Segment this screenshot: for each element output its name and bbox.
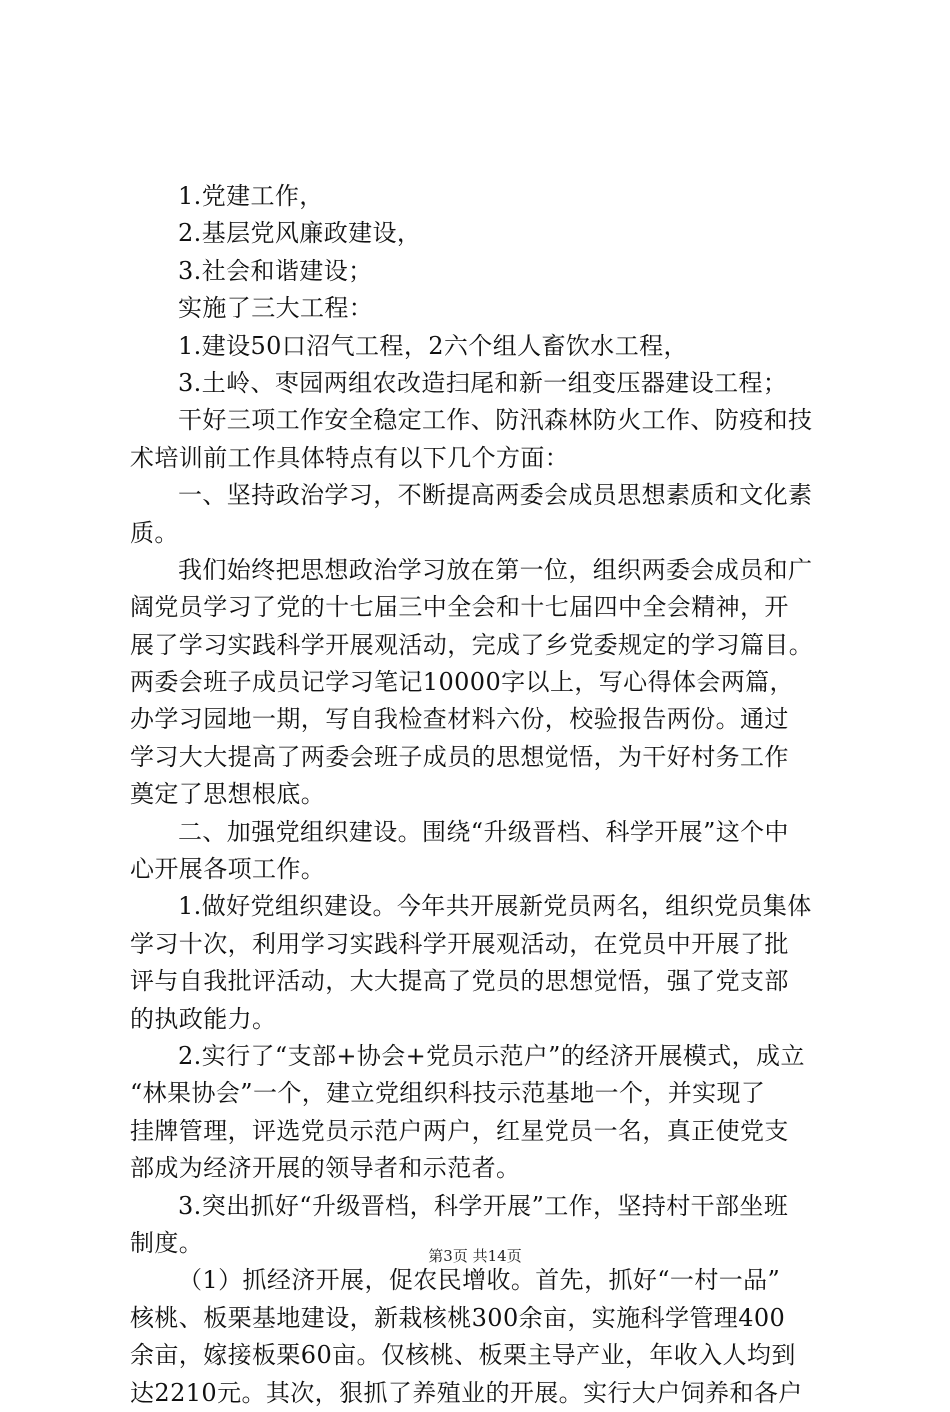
page-number-footer: 第3页 共14页 xyxy=(428,1247,522,1265)
paragraph-line: 1.做好党组织建设。今年共开展新党员两名，组织党员集体 xyxy=(178,892,812,921)
paragraph-line: “林果协会”一个，建立党组织科技示范基地一个，并实现了 xyxy=(130,1079,766,1108)
paragraph-line: 余亩，嫁接板栗60亩。仅核桃、板栗主导产业，年收入人均到 xyxy=(130,1341,796,1370)
paragraph-line: 干好三项工作安全稳定工作、防汛森林防火工作、防疫和技 xyxy=(178,406,813,435)
section-heading-2-cont: 心开展各项工作。 xyxy=(130,855,326,884)
paragraph-line: 部成为经济开展的领导者和示范者。 xyxy=(130,1154,521,1183)
paragraph-line: 3.突出抓好“升级晋档，科学开展”工作，坚持村干部坐班 xyxy=(178,1191,789,1220)
paragraph-line: 办学习园地一期，写自我检查材料六份，校验报告两份。通过 xyxy=(130,705,789,734)
paragraph-line: 学习十次，利用学习实践科学开展观活动，在党员中开展了批 xyxy=(130,929,789,958)
paragraph-line: 阔党员学习了党的十七届三中全会和十七届四中全会精神，开 xyxy=(130,593,789,622)
paragraph-line: 奠定了思想根底。 xyxy=(130,780,326,809)
paragraph-line: 核桃、板栗基地建设，新栽核桃300余亩，实施科学管理400 xyxy=(130,1303,786,1332)
section-heading-2: 二、加强党组织建设。围绕“升级晋档、科学开展”这个中 xyxy=(178,817,789,846)
paragraph-line: （1）抓经济开展，促农民增收。首先，抓好“一村一品” xyxy=(178,1266,781,1295)
paragraph-line: 挂牌管理，评选党员示范户两户，红星党员一名，真正使党支 xyxy=(130,1116,789,1145)
paragraph-line: 评与自我批评活动，大大提高了党员的思想觉悟，强了党支部 xyxy=(130,967,789,996)
paragraph-line: 展了学习实践科学开展观活动，完成了乡党委规定的学习篇目。 xyxy=(130,630,814,659)
section-intro-projects: 实施了三大工程： xyxy=(178,294,374,323)
paragraph-line: 学习大大提高了两委会班子成员的思想觉悟，为干好村务工作 xyxy=(130,742,789,771)
paragraph-line: 制度。 xyxy=(130,1228,204,1257)
document-body xyxy=(130,178,830,1412)
section-heading-1: 一、坚持政治学习，不断提高两委会成员思想素质和文化素 xyxy=(178,481,813,510)
paragraph-line: 的执政能力。 xyxy=(130,1004,277,1033)
paragraph-line: 我们始终把思想政治学习放在第一位，组织两委会成员和广 xyxy=(178,555,813,584)
paragraph-line: 达2210元。其次，狠抓了养殖业的开展。实行大户饲养和各户 xyxy=(130,1378,803,1407)
paragraph-line: 两委会班子成员记学习笔记10000字以上，写心得体会两篇， xyxy=(130,668,794,697)
list-item-grid-upgrade: 3.土岭、枣园两组农改造扫尾和新一组变压器建设工程； xyxy=(178,368,788,397)
list-item-integrity: 2.基层党风廉政建设， xyxy=(178,219,422,248)
list-item-biogas: 1.建设50口沼气工程，2六个组人畜饮水工程， xyxy=(178,331,688,360)
section-heading-1-cont: 质。 xyxy=(130,518,179,547)
paragraph-line: 术培训前工作具体特点有以下几个方面： xyxy=(130,443,570,472)
paragraph-line: 2.实行了“支部+协会+党员示范户”的经济开展模式，成立 xyxy=(178,1041,805,1070)
list-item-party-building: 1.党建工作， xyxy=(178,182,324,210)
list-item-harmony: 3.社会和谐建设； xyxy=(178,256,373,285)
